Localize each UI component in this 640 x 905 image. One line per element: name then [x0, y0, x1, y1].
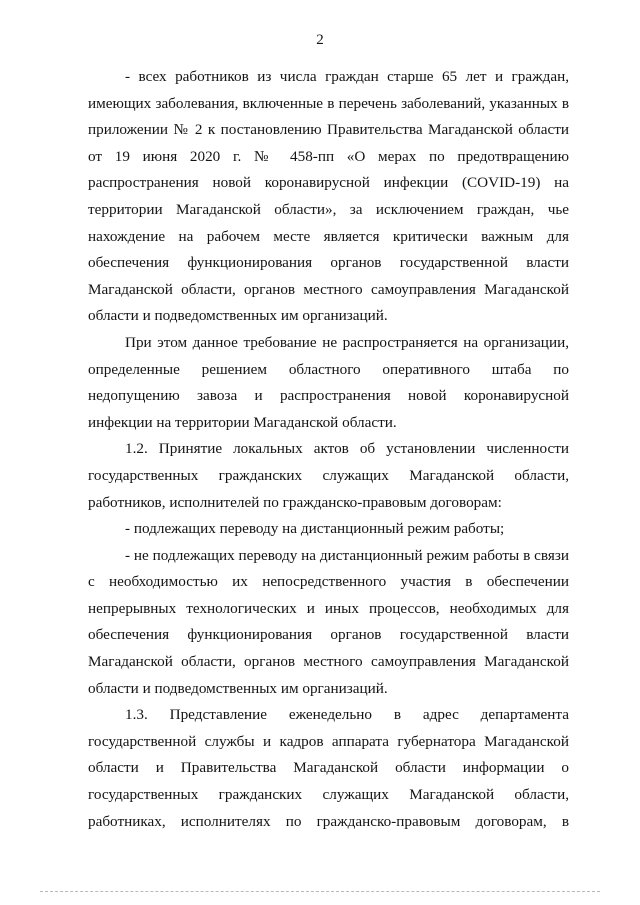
- page-number: 2: [316, 32, 324, 48]
- document-body: [88, 64, 569, 835]
- paragraph-elderly-workers: - всех работников из числа граждан старше 65 лет и граждан, имеющих заболевания, включенные в перечень заболеваний, указанных в приложении № 2 к постановлению Правительства Магаданской области от 19 июня 2020 г. № 458-пп «О мерах по предотвращению распространения новой коронавирусной инфекции (COVID-19) на территории Магаданской области», за исключением граждан, чье нахождение на рабочем месте является критически важным для обеспечения функционирования органов государственной власти Магаданской области, органов местного самоуправления Магаданской области и подведомственных им организаций.: [88, 68, 569, 325]
- paragraph-exception-note: При этом данное требование не распространяется на организации, определенные решением областного оперативного штаба по недопущению завоза и распространения новой коронавирусной инфекции на территории Магаданской области.: [88, 333, 569, 431]
- paragraph-non-remote-work: - не подлежащих переводу на дистанционный режим работы в связи с необходимостью их непосредственного участия в обеспечении непрерывных технологических и иных процессов, необходимых для обеспечения функционирования органов государственной власти Магаданской области, органов местного самоуправления Магаданской области и подведомственных им организаций.: [88, 546, 569, 697]
- paragraph-remote-work: - подлежащих переводу на дистанционный режим работы;: [125, 520, 505, 538]
- paragraph-1-3: 1.3. Представление еженедельно в адрес департамента государственной службы и кадров аппарата губернатора Магаданской области и Правительства Магаданской области информации о государственных гражданских служащих Магаданской области, работниках, исполнителях по гражданско-правовым договорам, в: [88, 706, 569, 830]
- scan-edge-line: [40, 891, 600, 892]
- paragraph-1-2: 1.2. Принятие локальных актов об установлении численности государственных гражданских служащих Магаданской области, работников, исполнителей по гражданско-правовым договорам:: [88, 440, 569, 511]
